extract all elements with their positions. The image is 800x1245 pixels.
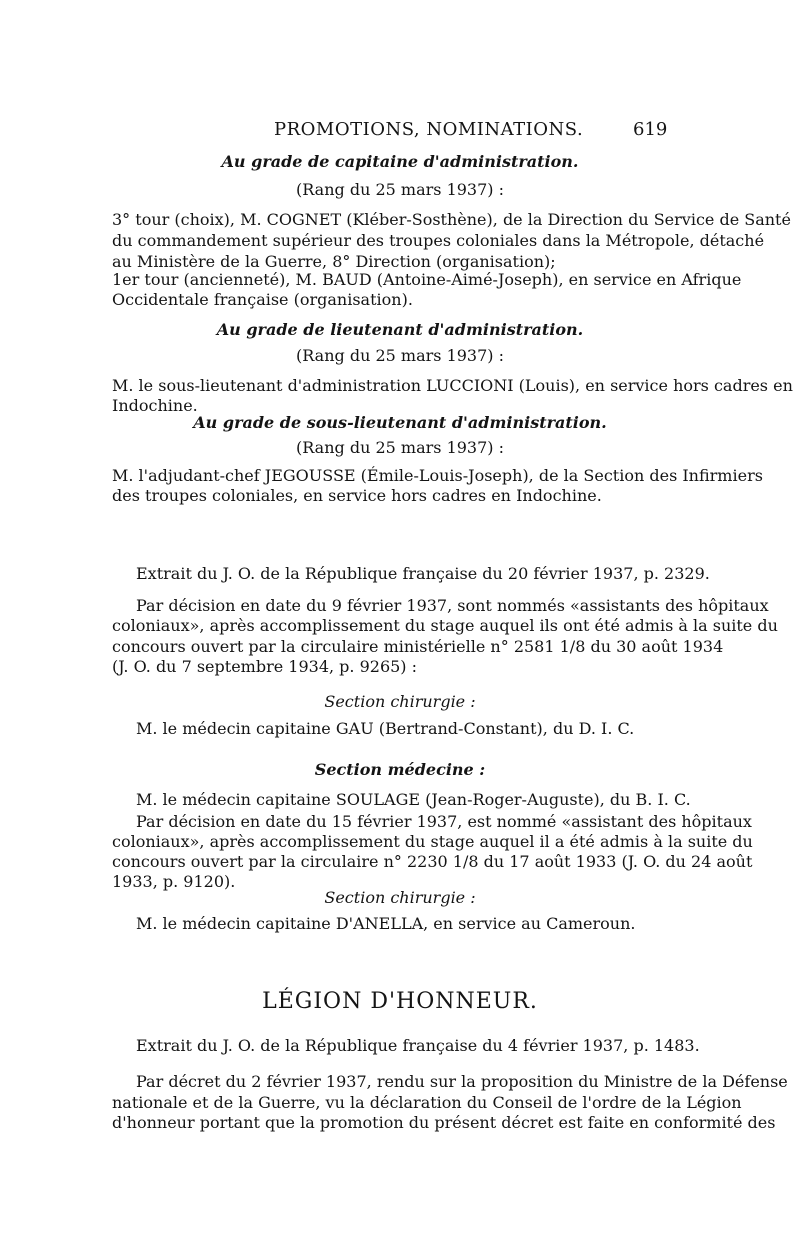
- paragraph-line: Indochine.: [112, 396, 198, 415]
- running-title: PROMOTIONS, NOMINATIONS.: [274, 119, 584, 140]
- paragraph-line: M. l'adjudant-chef JEGOUSSE (Émile-Louis-Joseph), de la Section des Infirmiers: [112, 466, 763, 485]
- section-medecine: Section médecine :: [314, 760, 486, 779]
- paragraph-line: coloniaux», après accomplissement du stage auquel ils ont été admis à la suite du: [112, 616, 778, 635]
- paragraph-line: nationale et de la Guerre, vu la déclaration du Conseil de l'ordre de la Légion: [112, 1093, 742, 1112]
- paragraph-line: coloniaux», après accomplissement du stage auquel il a été admis à la suite du: [112, 832, 753, 851]
- paragraph-line: du commandement supérieur des troupes coloniales dans la Métropole, détaché: [112, 231, 765, 250]
- page-number: 619: [633, 119, 668, 140]
- paragraph-line: Occidentale française (organisation).: [112, 290, 413, 309]
- paragraph-line: Par décision en date du 15 février 1937, est nommé «assistant des hôpitaux: [136, 812, 752, 831]
- section-chirurgie-2: Section chirurgie :: [324, 888, 476, 907]
- heading-sous-lieutenant: Au grade de sous-lieutenant d'administration.: [193, 413, 607, 432]
- paragraph-line: Par décret du 2 février 1937, rendu sur la proposition du Ministre de la Défense: [136, 1072, 788, 1091]
- legion-honneur-title: LÉGION D'HONNEUR.: [262, 989, 538, 1014]
- paragraph-line: (J. O. du 7 septembre 1934, p. 9265) :: [112, 657, 418, 676]
- nomination-line: M. le médecin capitaine D'ANELLA, en service au Cameroun.: [136, 914, 636, 933]
- paragraph-line: concours ouvert par la circulaire ministérielle n° 2581 1/8 du 30 août 1934: [112, 637, 724, 656]
- heading-lieutenant: Au grade de lieutenant d'administration.: [216, 320, 584, 339]
- heading-capitaine: Au grade de capitaine d'administration.: [221, 152, 579, 171]
- nomination-line: M. le médecin capitaine GAU (Bertrand-Constant), du D. I. C.: [136, 719, 635, 738]
- paragraph-line: M. le sous-lieutenant d'administration LUCCIONI (Louis), en service hors cadres en: [112, 376, 793, 395]
- rank-date-1: (Rang du 25 mars 1937) :: [296, 180, 504, 199]
- extract-title: Extrait du J. O. de la République française du 4 février 1937, p. 1483.: [136, 1036, 700, 1055]
- paragraph-line: des troupes coloniales, en service hors cadres en Indochine.: [112, 486, 602, 505]
- nomination-line: M. le médecin capitaine SOULAGE (Jean-Roger-Auguste), du B. I. C.: [136, 790, 691, 809]
- rank-date-2: (Rang du 25 mars 1937) :: [296, 346, 504, 365]
- paragraph-line: 1er tour (ancienneté), M. BAUD (Antoine-Aimé-Joseph), en service en Afrique: [112, 270, 742, 289]
- paragraph-line: 3° tour (choix), M. COGNET (Kléber-Sosthène), de la Direction du Service de Santé: [112, 210, 791, 229]
- rank-date-3: (Rang du 25 mars 1937) :: [296, 438, 504, 457]
- section-chirurgie-1: Section chirurgie :: [324, 692, 476, 711]
- extract-title: Extrait du J. O. de la République française du 20 février 1937, p. 2329.: [136, 564, 710, 583]
- paragraph-line: 1933, p. 9120).: [112, 872, 236, 891]
- paragraph-line: Par décision en date du 9 février 1937, sont nommés «assistants des hôpitaux: [136, 596, 769, 615]
- paragraph-line: concours ouvert par la circulaire n° 2230 1/8 du 17 août 1933 (J. O. du 24 août: [112, 852, 753, 871]
- paragraph-line: d'honneur portant que la promotion du présent décret est faite en conformité des: [112, 1113, 776, 1132]
- paragraph-line: au Ministère de la Guerre, 8° Direction (organisation);: [112, 252, 556, 271]
